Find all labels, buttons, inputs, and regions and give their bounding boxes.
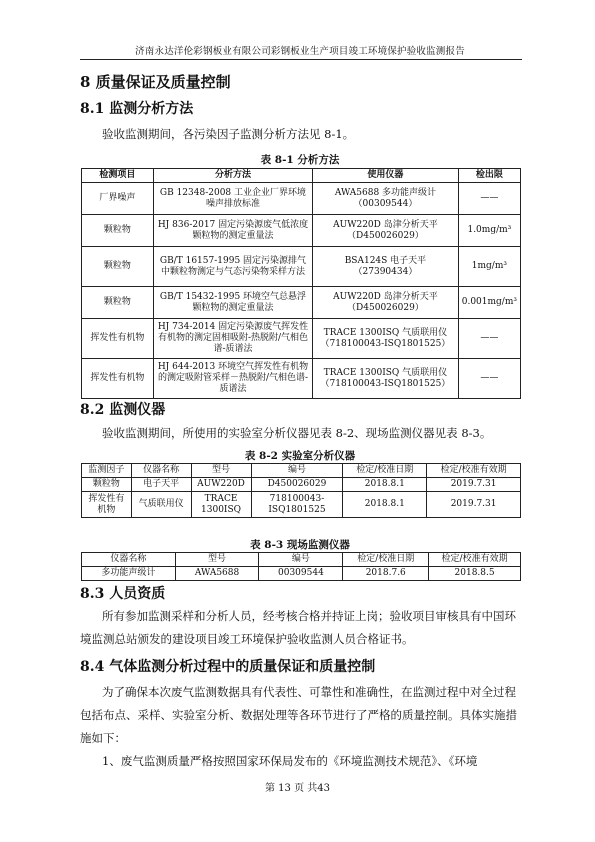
column-header: 检定/校准有效期 <box>429 553 521 567</box>
section-8-3-title: 8.3 人员资质 <box>80 586 166 602</box>
column-header: 仪器名称 <box>82 553 176 567</box>
column-header: 监测因子 <box>82 464 132 478</box>
table-cell: 2019.7.31 <box>427 478 521 492</box>
section-8-3-text: 所有参加监测采样和分析人员，经考核合格并持证上岗；验收项目审核具有中国环境监测总站颁发的建设项目竣工环境保护验收监测人员合格证书。 <box>80 609 516 646</box>
column-header: 检出限 <box>458 169 520 183</box>
table-cell: GB 12348-2008 工业企业厂界环境噪声排放标准 <box>153 183 312 215</box>
table-8-1-caption: 表 8-1 分析方法 <box>260 154 340 166</box>
table-cell: BSA124S 电子天平（27390434） <box>313 247 459 287</box>
section-8-4-item-1: 1、废气监测质量严格按照国家环保局发布的《环境监测技术规范》、《环境 <box>102 754 478 768</box>
table-cell: AUW220D <box>191 478 251 492</box>
table-cell: AUW220D 岛津分析天平（D450026029） <box>313 215 459 247</box>
table-cell: 2018.8.1 <box>343 492 427 518</box>
table-cell: 2018.8.1 <box>343 478 427 492</box>
column-header: 型号 <box>175 553 259 567</box>
table-cell: 挥发性有机物 <box>82 492 132 518</box>
table-cell: TRACE 1300ISQ 气质联用仪（718100043-ISQ1801525） <box>313 319 459 359</box>
table-cell: GB/T 16157-1995 固定污染源排气中颗粒物测定与气态污染物采样方法 <box>153 247 312 287</box>
table-cell: GB/T 15432-1995 环境空气总悬浮颗粒物的测定重量法 <box>153 287 312 319</box>
table-cell: HJ 644-2013 环境空气挥发性有机物的测定吸附管采样－热脱附/气相色谱-质谱法 <box>153 359 312 399</box>
table-cell: AWA5688 <box>175 567 259 581</box>
column-header: 使用仪器 <box>313 169 459 183</box>
section-8-2-text: 验收监测期间，所使用的实验室分析仪器见表 8-2、现场监测仪器见表 8-3。 <box>102 426 492 440</box>
table-row <box>82 247 521 287</box>
column-header: 检定/校准日期 <box>343 464 427 478</box>
table-cell: 挥发性有机物 <box>82 319 154 359</box>
table-cell: 挥发性有机物 <box>82 359 154 399</box>
table-cell: 2019.7.31 <box>427 492 521 518</box>
table-cell: HJ 734-2014 固定污染源废气挥发性有机物的测定固相吸附-热脱附/气相色谱-质谱法 <box>153 319 312 359</box>
table-row <box>82 183 521 215</box>
table-row <box>82 287 521 319</box>
section-8-4-title: 8.4 气体监测分析过程中的质量保证和质量控制 <box>80 659 376 675</box>
section-8-1-text: 验收监测期间，各污染因子监测分析方法见 8-1。 <box>102 127 355 141</box>
table-8-3-caption: 表 8-3 现场监测仪器 <box>250 539 350 551</box>
section-8-1-title: 8.1 监测分析方法 <box>80 101 194 117</box>
header-rule <box>80 59 522 60</box>
table-row <box>82 478 521 492</box>
table-cell: HJ 836-2017 固定污染源废气低浓度颗粒物的测定重量法 <box>153 215 312 247</box>
table-cell: 2018.8.5 <box>429 567 521 581</box>
table-row <box>82 567 521 581</box>
table-8-1 <box>81 168 521 399</box>
column-header: 检定/校准日期 <box>343 553 429 567</box>
table-header-row <box>82 553 521 567</box>
table-8-2 <box>81 463 521 518</box>
column-header: 仪器名称 <box>131 464 191 478</box>
column-header: 检测项目 <box>82 169 154 183</box>
table-cell: TRACE 1300ISQ <box>191 492 251 518</box>
table-cell: 0.001mg/m³ <box>458 287 520 319</box>
table-cell: 厂界噪声 <box>82 183 154 215</box>
table-cell: AUW220D 岛津分析天平（D450026029） <box>313 287 459 319</box>
table-cell: 电子天平 <box>131 478 191 492</box>
table-header-row <box>82 464 521 478</box>
column-header: 编号 <box>259 553 343 567</box>
table-cell: 颗粒物 <box>82 215 154 247</box>
page-number: 第 13 页 共43 <box>265 783 330 794</box>
table-8-2-caption: 表 8-2 实验室分析仪器 <box>244 450 356 462</box>
section-8-4-text: 为了确保本次废气监测数据具有代表性、可靠性和准确性，在监测过程中对全过程包括布点、采样、实验室分析、数据处理等各环节进行了严格的质量控制。具体实施措施如下： <box>80 685 517 745</box>
table-row <box>82 492 521 518</box>
column-header: 分析方法 <box>153 169 312 183</box>
table-cell: 1mg/m³ <box>458 247 520 287</box>
table-cell: 气质联用仪 <box>131 492 191 518</box>
section-8-title: 8 质量保证及质量控制 <box>80 73 231 91</box>
table-cell: AWA5688 多功能声级计（00309544） <box>313 183 459 215</box>
table-cell: D450026029 <box>251 478 343 492</box>
table-cell: 多功能声级计 <box>82 567 176 581</box>
section-8-2-title: 8.2 监测仪器 <box>80 402 166 418</box>
table-cell: —— <box>458 359 520 399</box>
table-row <box>82 319 521 359</box>
table-cell: 颗粒物 <box>82 478 132 492</box>
table-cell: TRACE 1300ISQ 气质联用仪（718100043-ISQ1801525） <box>313 359 459 399</box>
table-cell: 颗粒物 <box>82 287 154 319</box>
table-8-3 <box>81 552 521 581</box>
table-row <box>82 359 521 399</box>
column-header: 检定/校准有效期 <box>427 464 521 478</box>
table-cell: 1.0mg/m³ <box>458 215 520 247</box>
table-cell: 00309544 <box>259 567 343 581</box>
column-header: 编号 <box>251 464 343 478</box>
table-row <box>82 215 521 247</box>
column-header: 型号 <box>191 464 251 478</box>
table-cell: 2018.7.6 <box>343 567 429 581</box>
table-cell: —— <box>458 319 520 359</box>
table-header-row <box>82 169 521 183</box>
page-header: 济南永达洋伦彩钢板业有限公司彩钢板业生产项目竣工环境保护验收监测报告 <box>135 46 465 57</box>
table-cell: 颗粒物 <box>82 247 154 287</box>
table-cell: —— <box>458 183 520 215</box>
table-cell: 718100043-ISQ1801525 <box>251 492 343 518</box>
